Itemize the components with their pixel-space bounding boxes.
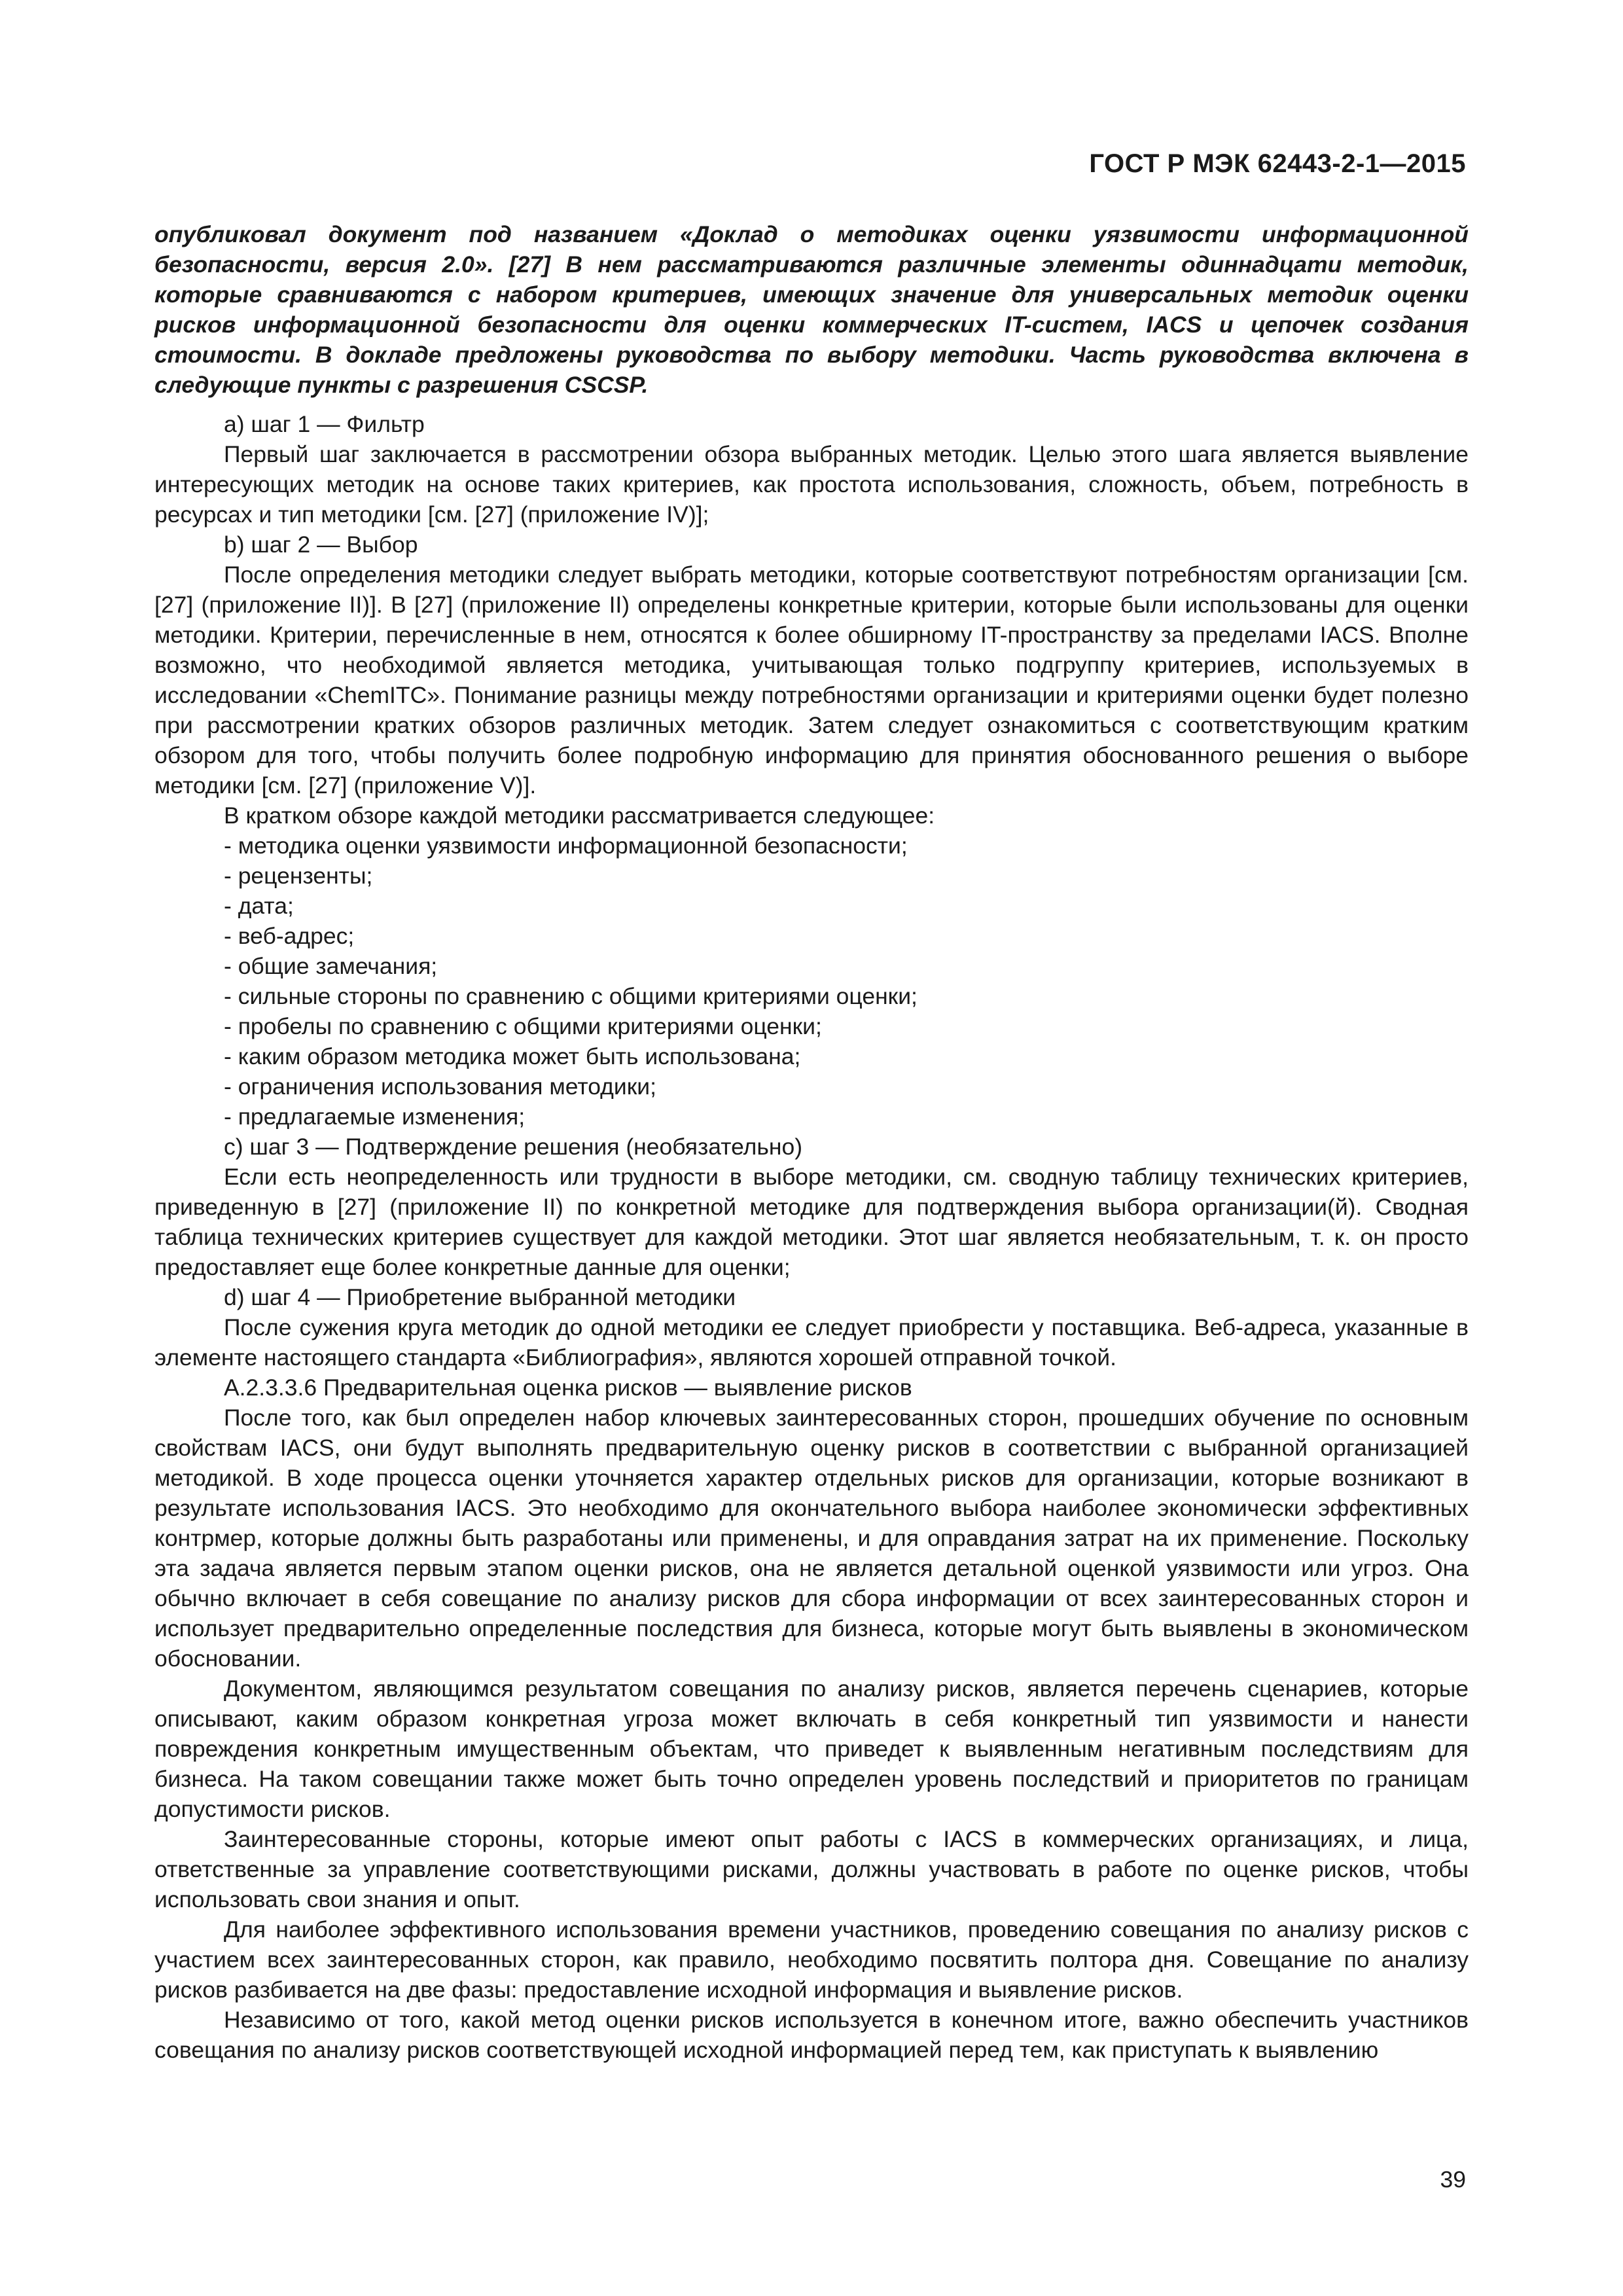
section-heading: А.2.3.3.6 Предварительная оценка рисков — выявление рисков bbox=[224, 1374, 912, 1401]
body-paragraph: Заинтересованные стороны, которые имеют опыт работы с IACS в коммерческих организациях, и лица, ответственные за управление соответствующими рисками, должны участвовать в работе по оценке рисков, чтобы использовать свои знания и опыт. bbox=[154, 1826, 1469, 1912]
list-item: - предлагаемые изменения; bbox=[224, 1102, 1469, 1132]
step-4-text: После сужения круга методик до одной методики ее следует приобрести у поставщика. Веб-адреса, указанные в элементе настоящего стандарта «Библиография», являются хорошей отправной точкой. bbox=[154, 1314, 1469, 1371]
step-4-heading: d) шаг 4 — Приобретение выбранной методики bbox=[224, 1284, 736, 1310]
body-paragraph: Независимо от того, какой метод оценки рисков используется в конечном итоге, важно обеспечить участников совещания по анализу рисков соответствующей исходной информацией перед тем, как приступать к выявлению bbox=[154, 2007, 1469, 2063]
list-item: - дата; bbox=[224, 891, 1469, 921]
step-3-heading: c) шаг 3 — Подтверждение решения (необязательно) bbox=[224, 1134, 803, 1160]
standard-header: ГОСТ Р МЭК 62443-2-1—2015 bbox=[1089, 149, 1466, 178]
intro-paragraph: опубликовал документ под названием «Доклад о методиках оценки уязвимости информационной безопасности, версия 2.0». [27] В нем рассматриваются различные элементы одиннадцати методик, которые сравниваются с набором критериев, имеющих значение для универсальных методик оценки рисков информационной безопасности для оценки коммерческих IT-систем, IACS и цепочек создания стоимости. В докладе предложены руководства по выбору методики. Часть руководства включена в следующие пункты с разрешения CSCSP. bbox=[154, 221, 1469, 398]
list-item: - рецензенты; bbox=[224, 861, 1469, 891]
step-2-text: После определения методики следует выбрать методики, которые соответствуют потребностям организации [см. [27] (приложение II)]. В [27] (приложение II) определены конкретные критерии, которые были использованы для оценки методики. Критерии, перечисленные в нем, относятся к более обширному IT-пространству за пределами IACS. Вполне возможно, что необходимой является методика, учитывающая только подгруппу критериев, используемых в исследовании «ChemITC». Понимание разницы между потребностями организации и критериями оценки будет полезно при рассмотрении кратких обзоров различных методик. Затем следует ознакомиться с соответствующим кратким обзором для того, чтобы получить более подробную информацию для принятия обоснованного решения о выборе методики [см. [27] (приложение V)]. bbox=[154, 562, 1469, 798]
list-item: - веб-адрес; bbox=[224, 921, 1469, 951]
body-paragraph: Документом, являющимся результатом совещания по анализу рисков, является перечень сценариев, которые описывают, каким образом конкретная угроза может включать в себя конкретный тип уязвимости и нанести повреждения конкретным имущественным объектам, что приведет к выявленным негативным последствиям для бизнеса. На таком совещании также может быть точно определен уровень последствий и приоритетов по границам допустимости рисков. bbox=[154, 1676, 1469, 1822]
page-number: 39 bbox=[1440, 2166, 1466, 2193]
list-item: - методика оценки уязвимости информационной безопасности; bbox=[224, 831, 1469, 861]
body-paragraph: После того, как был определен набор ключевых заинтересованных сторон, прошедших обучение по основным свойствам IACS, они будут выполнять предварительную оценку рисков в соответствии с выбранной организацией методикой. В ходе процесса оценки уточняется характер отдельных рисков для организации, которые возникают в результате использования IACS. Это необходимо для окончательного выбора наиболее экономически эффективных контрмер, которые должны быть разработаны или применены, и для оправдания затрат на их применение. Поскольку эта задача является первым этапом оценки рисков, она не является детальной оценкой уязвимости или угроз. Она обычно включает в себя совещание по анализу рисков для сбора информации от всех заинтересованных сторон и использует предварительно определенные последствия для бизнеса, которые могут быть выявлены в экономическом обосновании. bbox=[154, 1405, 1469, 1672]
list-item: - каким образом методика может быть использована; bbox=[224, 1041, 1469, 1071]
page-body bbox=[154, 219, 1469, 2065]
step-2-heading: b) шаг 2 — Выбор bbox=[224, 531, 418, 558]
step-1-text: Первый шаг заключается в рассмотрении обзора выбранных методик. Целью этого шага является выявление интересующих методик на основе таких критериев, как простота использования, сложность, объем, потребность в ресурсах и тип методики [см. [27] (приложение IV)]; bbox=[154, 441, 1469, 528]
step-1-heading: a) шаг 1 — Фильтр bbox=[224, 411, 425, 437]
list-item: - общие замечания; bbox=[224, 951, 1469, 981]
step-3-text: Если есть неопределенность или трудности в выборе методики, см. сводную таблицу технических критериев, приведенную в [27] (приложение II) по конкретной методике для подтверждения выбора организации(й). Сводная таблица технических критериев существует для каждой методики. Этот шаг является необязательным, т. к. он просто предоставляет еще более конкретные данные для оценки; bbox=[154, 1164, 1469, 1280]
summary-list bbox=[154, 831, 1469, 1132]
list-item: - ограничения использования методики; bbox=[224, 1071, 1469, 1102]
summary-intro: В кратком обзоре каждой методики рассматривается следующее: bbox=[224, 802, 935, 829]
list-item: - пробелы по сравнению с общими критериями оценки; bbox=[224, 1011, 1469, 1041]
list-item: - сильные стороны по сравнению с общими критериями оценки; bbox=[224, 981, 1469, 1011]
body-paragraph: Для наиболее эффективного использования времени участников, проведению совещания по анализу рисков с участием всех заинтересованных сторон, как правило, необходимо посвятить полтора дня. Совещание по анализу рисков разбивается на две фазы: предоставление исходной информация и выявление рисков. bbox=[154, 1916, 1469, 2003]
